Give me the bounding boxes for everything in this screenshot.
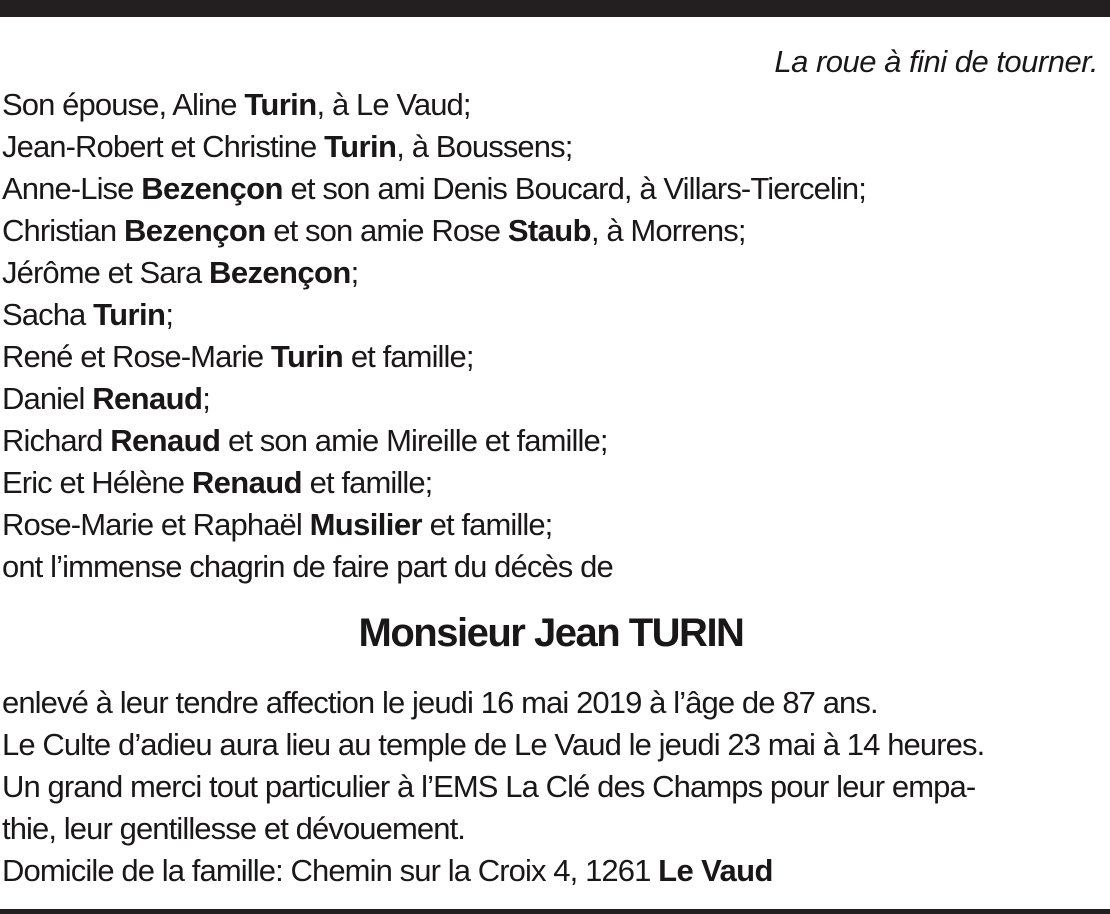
text-segment: Jean-Robert et Christine xyxy=(2,129,325,164)
text-segment: Jérôme et Sara xyxy=(2,255,210,290)
family-line xyxy=(2,462,866,504)
surname: Turin xyxy=(93,297,166,332)
family-line xyxy=(2,252,866,294)
text-segment: , à Le Vaud; xyxy=(316,87,471,122)
surname: Renaud xyxy=(191,465,302,500)
top-rule xyxy=(0,0,1110,17)
body-line xyxy=(2,850,984,892)
family-line xyxy=(2,168,866,210)
text-segment: Rose-Marie et Raphaël xyxy=(2,507,310,542)
family-line xyxy=(2,84,866,126)
family-line xyxy=(2,504,866,546)
text-segment: Son épouse, Aline xyxy=(2,87,245,122)
family-line xyxy=(2,336,866,378)
family-list xyxy=(2,84,866,588)
body-line xyxy=(2,724,984,766)
surname: Bezençon xyxy=(209,255,351,290)
surname: Bezençon xyxy=(123,213,266,248)
text-segment: , à Boussens; xyxy=(396,129,573,164)
body-line xyxy=(2,766,984,808)
text-segment: Anne-Lise xyxy=(2,171,142,206)
text-segment: ; xyxy=(165,297,174,332)
text-segment: Richard xyxy=(2,423,111,458)
text-segment: René et Rose-Marie xyxy=(2,339,271,374)
announcement-body xyxy=(2,682,984,892)
surname: Turin xyxy=(244,87,317,122)
family-line xyxy=(2,420,866,462)
text-segment: Un grand merci tout particulier à l’EMS La Clé des Champs pour leur empa- xyxy=(2,769,976,804)
surname: Renaud xyxy=(110,423,221,458)
surname: Le Vaud xyxy=(658,853,773,888)
text-segment: ; xyxy=(202,381,210,416)
text-segment: ont l’immense chagrin de faire part du décès de xyxy=(2,549,613,584)
text-segment: Christian xyxy=(2,213,124,248)
surname: Renaud xyxy=(92,381,203,416)
surname: Turin xyxy=(324,129,397,164)
text-segment: enlevé à leur tendre affection le jeudi 16 mai 2019 à l’âge de 87 ans. xyxy=(2,685,878,720)
text-segment: et son amie Mireille et famille; xyxy=(220,423,608,458)
text-segment: Daniel xyxy=(2,381,93,416)
text-segment: Sacha xyxy=(2,297,94,332)
text-segment: Eric et Hélène xyxy=(2,465,192,500)
family-line xyxy=(2,210,866,252)
motto: La roue à fini de tourner. xyxy=(774,44,1098,79)
surname: Staub xyxy=(507,213,591,248)
family-line xyxy=(2,378,866,420)
text-segment: Le Culte d’adieu aura lieu au temple de Le Vaud le jeudi 23 mai à 14 heures. xyxy=(2,727,985,762)
text-segment: thie, leur gentillesse et dévouement. xyxy=(2,811,466,846)
text-segment: et son amie Rose xyxy=(265,213,508,248)
surname: Turin xyxy=(270,339,344,374)
surname: Bezençon xyxy=(141,171,283,206)
body-line xyxy=(2,682,984,724)
text-segment: ; xyxy=(350,255,359,290)
text-segment: et famille; xyxy=(343,339,474,374)
text-segment: et famille; xyxy=(301,465,433,500)
surname: Musilier xyxy=(309,507,422,542)
family-line xyxy=(2,126,866,168)
body-line xyxy=(2,808,984,850)
family-line xyxy=(2,546,866,588)
bottom-rule xyxy=(0,909,1110,914)
text-segment: , à Morrens; xyxy=(590,213,746,248)
text-segment: et famille; xyxy=(421,507,553,542)
text-segment: et son ami Denis Boucard, à Villars-Tiercelin; xyxy=(282,171,866,206)
family-line xyxy=(2,294,866,336)
deceased-name: Monsieur Jean TURIN xyxy=(358,611,744,655)
text-segment: Domicile de la famille: Chemin sur la Croix 4, 1261 xyxy=(2,853,659,888)
